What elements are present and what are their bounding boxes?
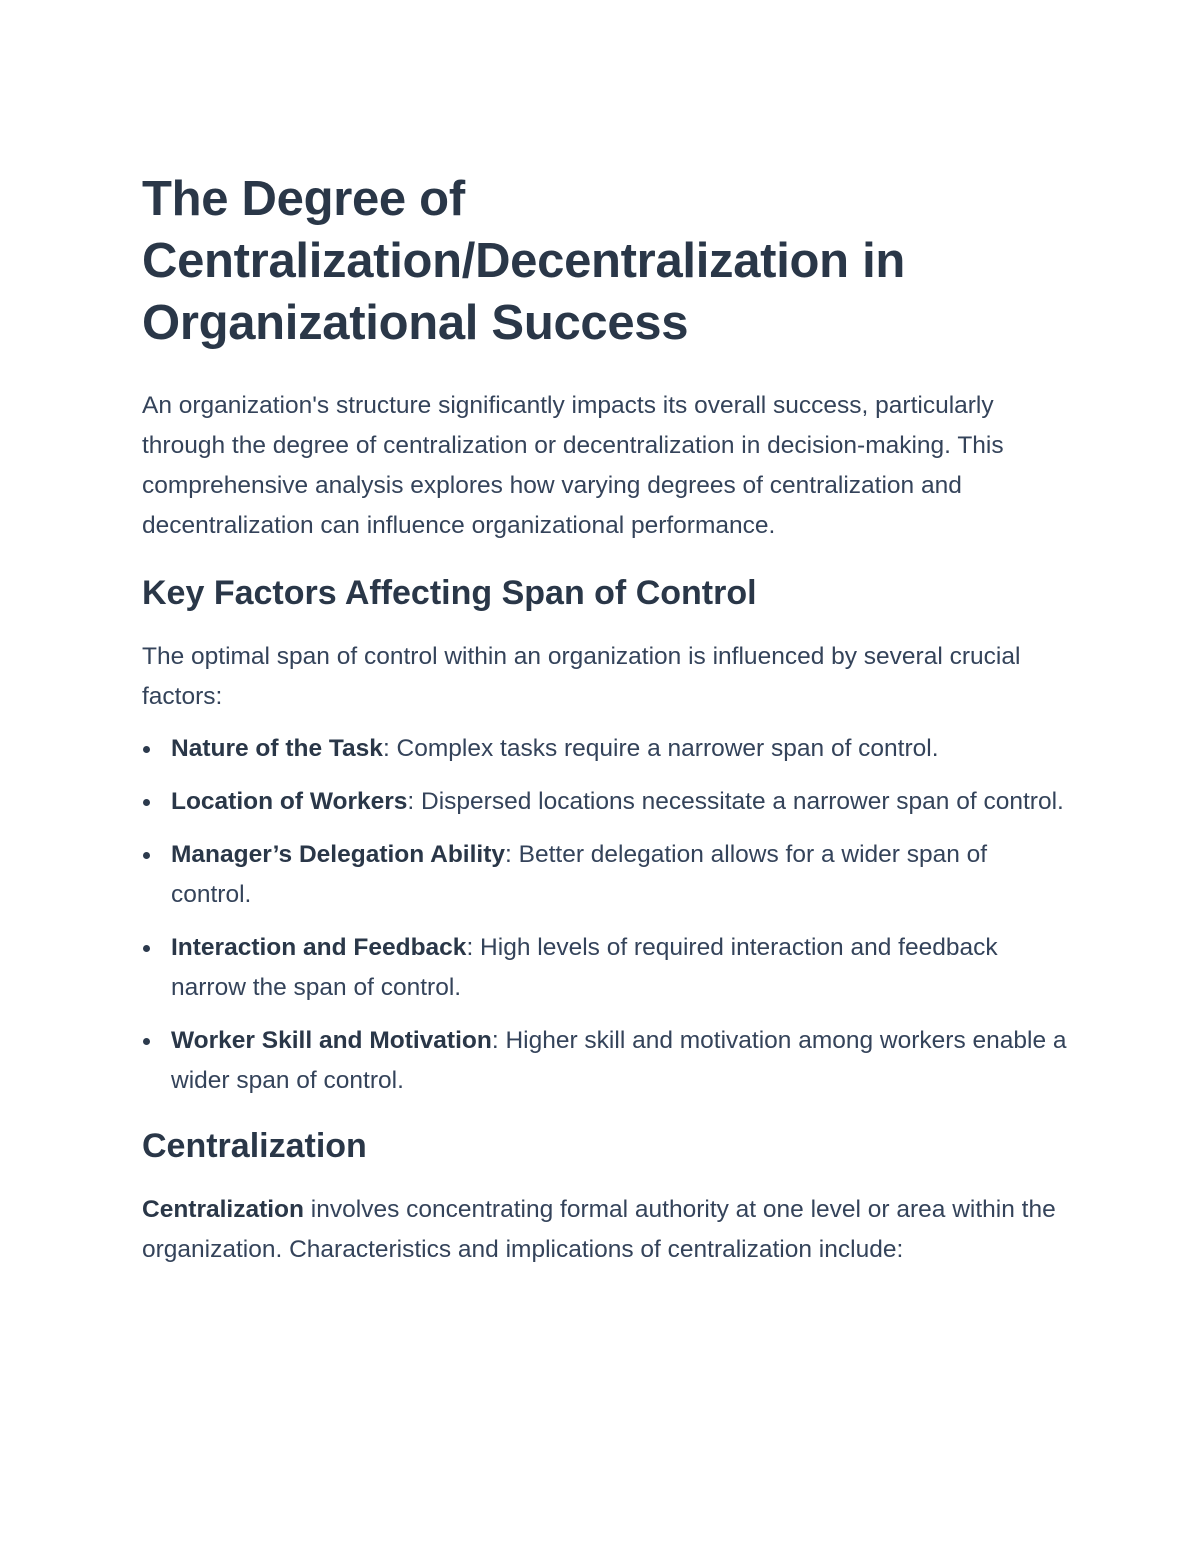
list-item-term: Location of Workers bbox=[171, 788, 408, 815]
list-item bbox=[142, 928, 1072, 1008]
centralization-term: Centralization bbox=[142, 1196, 304, 1223]
bullet-icon bbox=[143, 1038, 150, 1045]
bullet-icon bbox=[143, 852, 150, 859]
bullet-icon bbox=[143, 945, 150, 952]
title-line-3: Organizational Success bbox=[142, 296, 689, 350]
page-title bbox=[142, 168, 1072, 354]
section-heading-centralization: Centralization bbox=[142, 1127, 367, 1165]
list-item-text: Better delegation allows for a wider span of control. bbox=[171, 841, 988, 908]
list-item-text: Complex tasks require a narrower span of control. bbox=[389, 735, 939, 762]
factors-intro-paragraph: The optimal span of control within an organization is influenced by several crucial factors: bbox=[142, 643, 1021, 710]
list-item-term: Manager’s Delegation Ability bbox=[171, 841, 505, 868]
list-item-separator: : bbox=[491, 1027, 499, 1054]
list-item-text: High levels of required interaction and feedback narrow the span of control. bbox=[171, 934, 998, 1001]
list-item-separator: : bbox=[505, 841, 512, 868]
list-item-separator: : bbox=[382, 735, 390, 762]
title-line-2: Centralization/Decentralization in bbox=[142, 234, 906, 288]
centralization-paragraph bbox=[142, 1190, 1072, 1270]
list-item-term: Interaction and Feedback bbox=[171, 934, 467, 961]
list-item bbox=[142, 835, 1072, 915]
title-line-1: The Degree of bbox=[142, 172, 465, 226]
list-item bbox=[142, 782, 1072, 822]
intro-paragraph: An organization's structure significantly impacts its overall success, particularly through the degree of centralization or decentralization in decision-making. This comprehensive analysis explores how varying degrees of centralization and decentralization can influence organizational performance. bbox=[142, 392, 1004, 539]
centralization-text: involves concentrating formal authority at one level or area within the organization. Characteristics and implications of centralization include: bbox=[142, 1196, 1056, 1263]
document-page bbox=[142, 168, 1072, 1270]
list-item-text: Dispersed locations necessitate a narrower span of control. bbox=[414, 788, 1064, 815]
bullet-icon bbox=[143, 746, 150, 753]
factors-list bbox=[142, 729, 1072, 1101]
list-item bbox=[142, 729, 1072, 769]
section-heading-factors: Key Factors Affecting Span of Control bbox=[142, 574, 757, 612]
bullet-icon bbox=[143, 799, 150, 806]
list-item-separator: : bbox=[407, 788, 415, 815]
list-item bbox=[142, 1021, 1072, 1101]
list-item-separator: : bbox=[466, 934, 474, 961]
list-item-term: Worker Skill and Motivation bbox=[171, 1027, 492, 1054]
list-item-term: Nature of the Task bbox=[171, 735, 383, 762]
list-item-text: Higher skill and motivation among workers enable a wider span of control. bbox=[171, 1027, 1067, 1094]
